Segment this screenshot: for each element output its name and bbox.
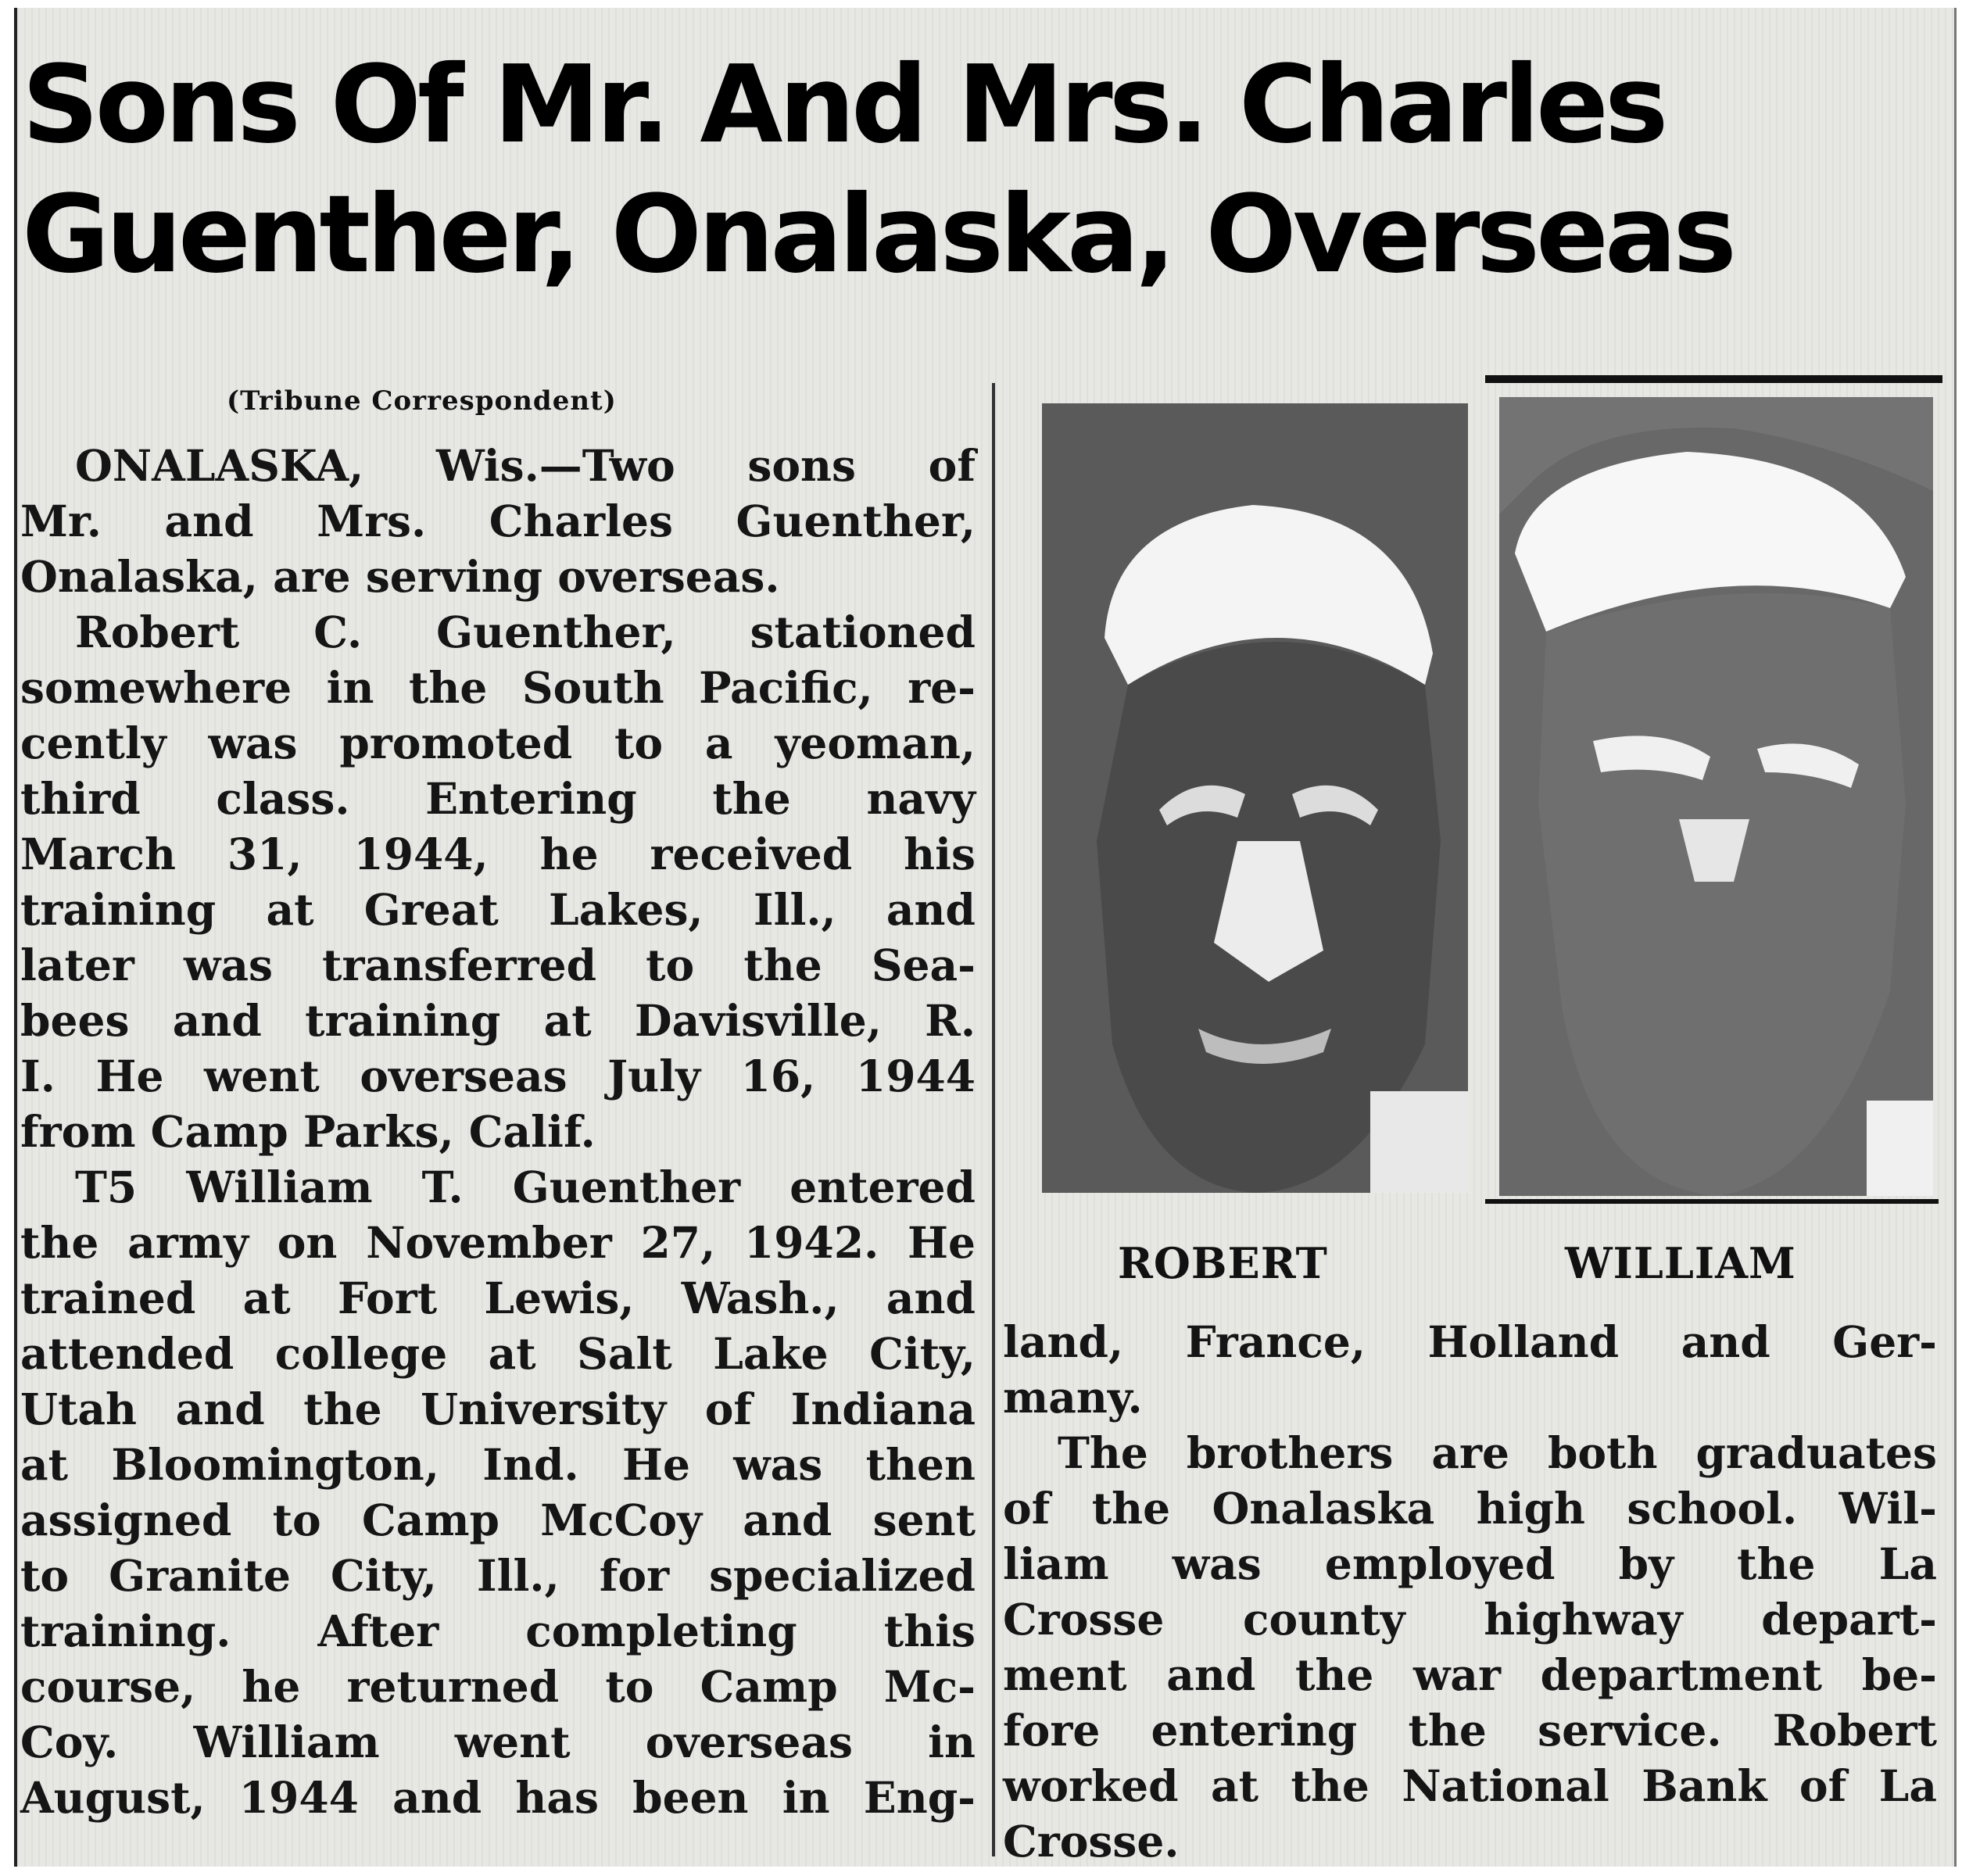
robert-portrait-image: [1042, 403, 1468, 1193]
text-line: the army on November 27, 1942. He: [20, 1217, 976, 1268]
text-line: bees and training at Davisville, R.: [20, 995, 976, 1046]
text-line: fore entering the service. Robert: [1003, 1705, 1937, 1756]
photo-top-rule: [1485, 375, 1942, 383]
text-line: training at Great Lakes, Ill., and: [20, 884, 976, 935]
text-line: at Bloomington, Ind. He was then: [20, 1439, 976, 1490]
text-line: trained at Fort Lewis, Wash., and: [20, 1273, 976, 1323]
text-line: later was transferred to the Sea-: [20, 940, 976, 990]
caption-william: WILLIAM: [1565, 1238, 1796, 1288]
text-line: many.: [1003, 1372, 1143, 1423]
text-line: Crosse.: [1003, 1816, 1180, 1867]
text-line: somewhere in the South Pacific, re-: [20, 662, 976, 713]
text-line: course, he returned to Camp Mc-: [20, 1661, 976, 1712]
text-line: from Camp Parks, Calif.: [20, 1106, 596, 1157]
text-line: The brothers are both graduates: [1058, 1427, 1937, 1478]
text-line: T5 William T. Guenther entered: [75, 1162, 976, 1212]
byline: (Tribune Correspondent): [227, 385, 617, 417]
text-line: attended college at Salt Lake City,: [20, 1328, 976, 1379]
photo-bottom-rule: [1485, 1199, 1939, 1204]
text-line: ment and the war department be-: [1003, 1649, 1937, 1700]
text-line: Robert C. Guenther, stationed: [75, 607, 976, 657]
text-line: March 31, 1944, he received his: [20, 829, 976, 879]
text-line: land, France, Holland and Ger-: [1003, 1316, 1937, 1367]
headline: [22, 41, 1921, 300]
text-line: cently was promoted to a yeoman,: [20, 718, 976, 768]
text-line: Mr. and Mrs. Charles Guenther,: [20, 496, 976, 546]
caption-robert: ROBERT: [1118, 1238, 1328, 1288]
text-line: Coy. William went overseas in: [20, 1717, 976, 1767]
text-line: training. After completing this: [20, 1606, 976, 1656]
text-line: liam was employed by the La: [1003, 1538, 1937, 1589]
text-line: August, 1944 and has been in Eng-: [20, 1772, 976, 1823]
photo-panel: [1016, 381, 1939, 1204]
text-line: worked at the National Bank of La: [1003, 1760, 1937, 1811]
robert-photo: [1042, 403, 1468, 1193]
text-line: third class. Entering the navy: [20, 773, 976, 824]
william-portrait-image: [1499, 397, 1933, 1196]
text-line: of the Onalaska high school. Wil-: [1003, 1483, 1937, 1534]
headline-line-1: Sons Of Mr. And Mrs. Charles: [22, 43, 1665, 167]
headline-line-2: Guenther, Onalaska, Overseas: [22, 173, 1733, 297]
text-line: Crosse county highway depart-: [1003, 1594, 1937, 1645]
left-column: [20, 438, 976, 1825]
text-line: Onalaska, are serving overseas.: [20, 551, 780, 602]
william-photo: [1499, 397, 1933, 1196]
text-line: assigned to Camp McCoy and sent: [20, 1495, 976, 1545]
text-line: I. He went overseas July 16, 1944: [20, 1051, 976, 1101]
column-rule: [992, 383, 995, 1856]
right-column: [1003, 1314, 1937, 1869]
text-line: Utah and the University of Indiana: [20, 1384, 976, 1434]
text-line: ONALASKA, Wis.—Two sons of: [75, 440, 976, 491]
text-line: to Granite City, Ill., for specialized: [20, 1550, 976, 1601]
